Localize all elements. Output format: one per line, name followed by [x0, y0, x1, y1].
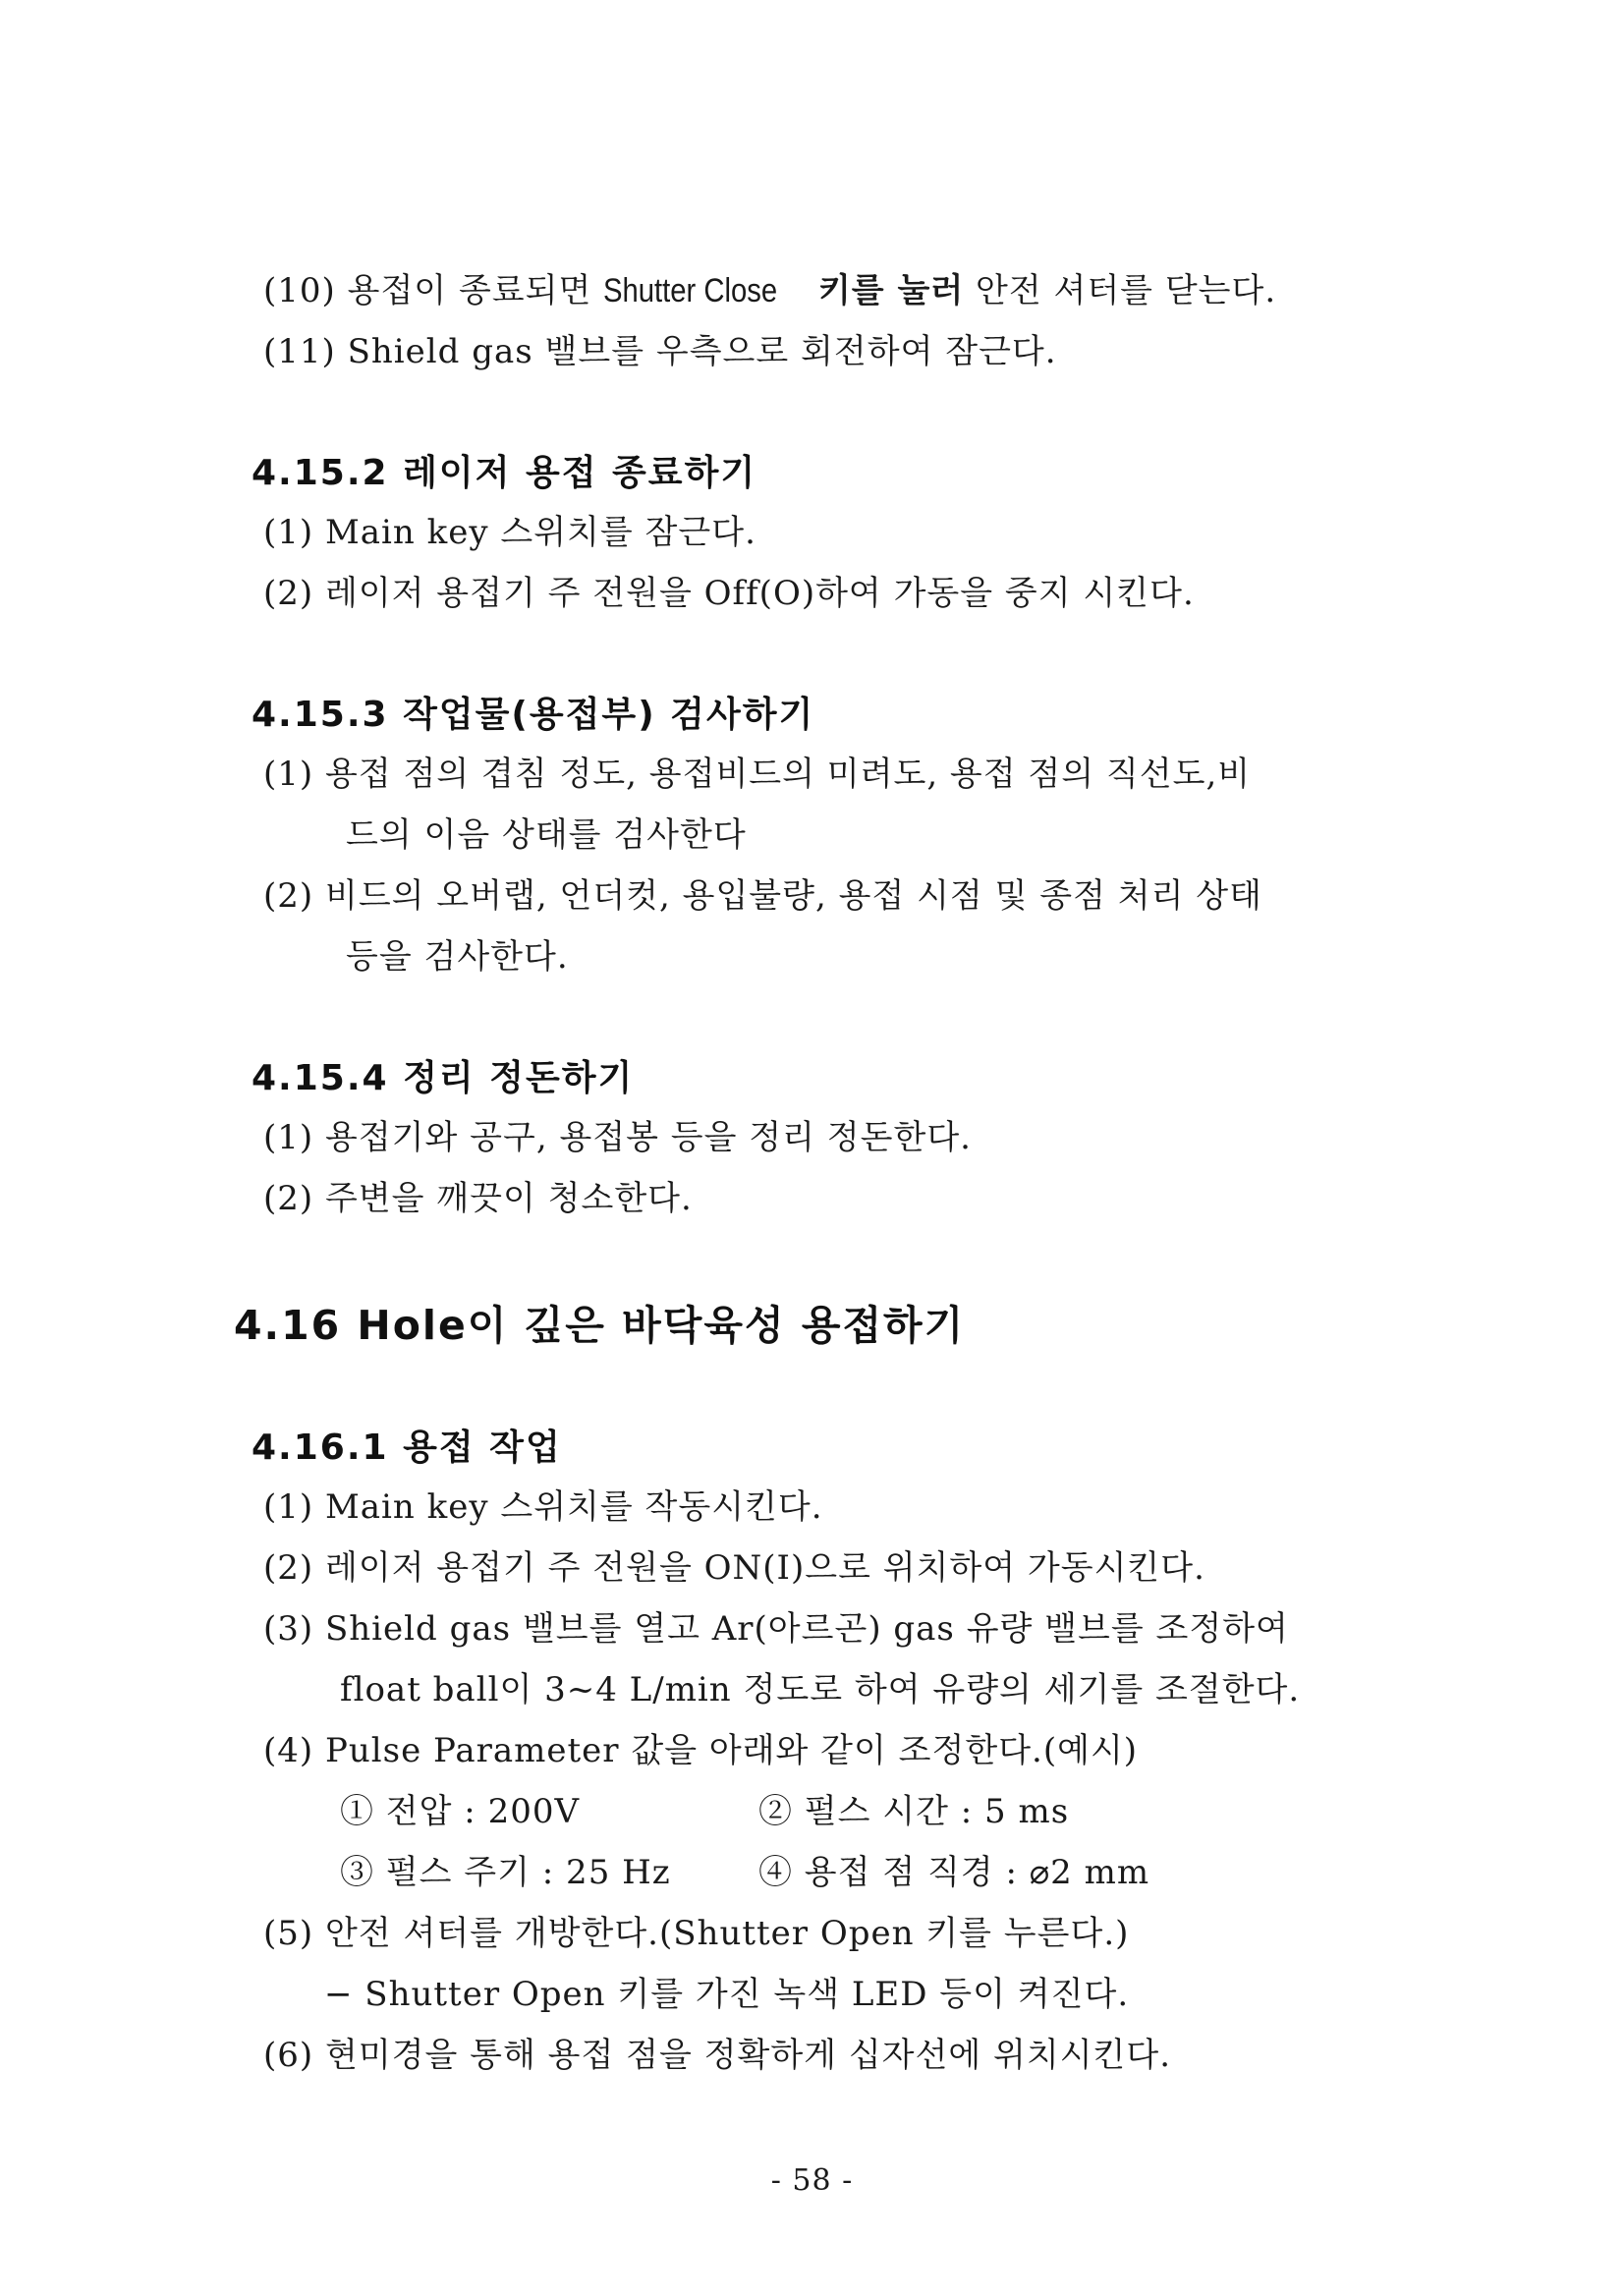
step-4-15-3-1-line2: 드의 이음 상태를 검사한다 [346, 815, 747, 855]
step-4-16-1-4: (4) Pulse Parameter 값을 아래와 같이 조정한다.(예시) [263, 1731, 1139, 1770]
step-11: (11) Shield gas 밸브를 우측으로 회전하여 잠근다. [263, 332, 1057, 371]
step-4-16-1-2: (2) 레이저 용접기 주 전원을 ON(Ⅰ)으로 위치하여 가동시킨다. [263, 1548, 1205, 1588]
step-10 [263, 271, 1276, 310]
step-4-15-3-2-line1: (2) 비드의 오버랩, 언더컷, 용입불량, 용접 시점 및 종점 처리 상태 [263, 876, 1262, 916]
heading-4-15-2: 4.15.2 레이저 용접 종료하기 [252, 453, 757, 493]
step-4-16-1-5: (5) 안전 셔터를 개방한다.(Shutter Open 키를 누른다.) [263, 1914, 1130, 1953]
step-10-key-name: Shutter Close [603, 272, 778, 309]
heading-4-15-3: 4.15.3 작업물(용접부) 검사하기 [252, 695, 815, 735]
heading-4-16-1: 4.16.1 용접 작업 [252, 1428, 562, 1468]
step-10-suffix: 안전 셔터를 닫는다. [964, 271, 1277, 310]
step-10-prefix: (10) 용접이 종료되면 [263, 271, 604, 310]
param-pulse-time: ② 펄스 시간 : 5 ms [758, 1792, 1070, 1831]
step-4-15-4-1: (1) 용접기와 공구, 용접봉 등을 정리 정돈한다. [263, 1118, 972, 1157]
step-4-15-2-2: (2) 레이저 용접기 주 전원을 Off(O)하여 가동을 중지 시킨다. [263, 574, 1195, 613]
param-voltage: ① 전압 : 200V [340, 1792, 581, 1831]
step-4-16-1-3-line2: float ball이 3~4 L/min 정도로 하여 유량의 세기를 조절한다. [340, 1670, 1301, 1709]
step-4-16-1-3-line1: (3) Shield gas 밸브를 열고 Ar(아르곤) gas 유량 밸브를 조정하여 [263, 1609, 1289, 1649]
page-number: - 58 - [770, 2163, 854, 2198]
step-4-16-1-6: (6) 현미경을 통해 용접 점을 정확하게 십자선에 위치시킨다. [263, 2036, 1172, 2075]
heading-4-16: 4.16 Hole이 깊은 바닥육성 용접하기 [234, 1302, 966, 1349]
step-4-15-2-1: (1) Main key 스위치를 잠근다. [263, 513, 756, 552]
step-10-keyword: 키를 눌러 [806, 271, 965, 310]
step-4-15-3-1-line1: (1) 용접 점의 겹침 정도, 용접비드의 미려도, 용접 점의 직선도,비 [263, 755, 1252, 794]
heading-4-15-4: 4.15.4 정리 정돈하기 [252, 1058, 635, 1098]
step-4-15-4-2: (2) 주변을 깨끗이 청소한다. [263, 1179, 693, 1218]
step-4-16-1-5-note: − Shutter Open 키를 가진 녹색 LED 등이 켜진다. [324, 1975, 1130, 2014]
step-4-15-3-2-line2: 등을 검사한다. [346, 937, 569, 977]
param-spot-diameter: ④ 용접 점 직경 : ⌀2 mm [758, 1853, 1150, 1892]
step-4-16-1-1: (1) Main key 스위치를 작동시킨다. [263, 1487, 823, 1527]
param-pulse-period: ③ 펄스 주기 : 25 Hz [340, 1853, 671, 1892]
